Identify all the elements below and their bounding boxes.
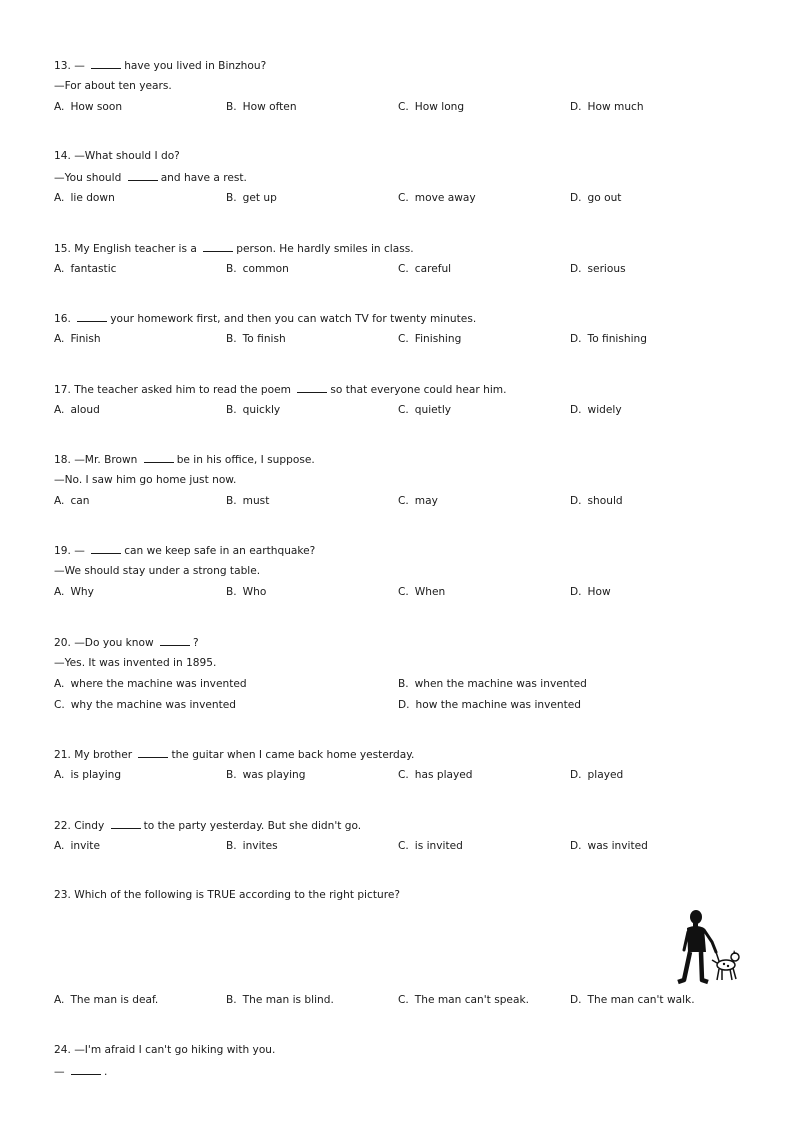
q20-stem: 20. —Do you know ? xyxy=(54,637,199,649)
q20-answer-line: —Yes. It was invented in 1895. xyxy=(54,657,217,669)
q16-option-d[interactable]: D. To finishing xyxy=(570,333,647,345)
answer-blank xyxy=(297,382,327,393)
q18-option-b[interactable]: B. must xyxy=(226,495,270,507)
q18-stem: 18. —Mr. Brown be in his office, I suppose. xyxy=(54,454,315,466)
q18-answer-line: —No. I saw him go home just now. xyxy=(54,474,237,486)
q14-option-c[interactable]: C. move away xyxy=(398,192,476,204)
q24-answer-line: — . xyxy=(54,1066,108,1078)
q19-option-d[interactable]: D. How xyxy=(570,586,611,598)
q15-option-a[interactable]: A. fantastic xyxy=(54,263,117,275)
q21-stem: 21. My brother the guitar when I came back home yesterday. xyxy=(54,749,415,761)
q14-stem: 14. —What should I do? xyxy=(54,150,180,162)
q20-option-b[interactable]: B. when the machine was invented xyxy=(398,678,587,690)
q19-option-a[interactable]: A. Why xyxy=(54,586,94,598)
answer-blank xyxy=(71,1064,101,1075)
q24-stem: 24. —I'm afraid I can't go hiking with you. xyxy=(54,1044,276,1056)
answer-blank xyxy=(128,170,158,181)
q23-option-d[interactable]: D. The man can't walk. xyxy=(570,994,695,1006)
q14-option-d[interactable]: D. go out xyxy=(570,192,622,204)
answer-blank xyxy=(91,543,121,554)
q18-option-a[interactable]: A. can xyxy=(54,495,90,507)
q13-option-a[interactable]: A. How soon xyxy=(54,101,123,113)
q15-stem: 15. My English teacher is a person. He hardly smiles in class. xyxy=(54,243,414,255)
answer-blank xyxy=(203,241,233,252)
answer-blank xyxy=(160,635,190,646)
answer-blank xyxy=(144,452,174,463)
q19-option-c[interactable]: C. When xyxy=(398,586,446,598)
q13-option-b[interactable]: B. How often xyxy=(226,101,297,113)
q17-stem: 17. The teacher asked him to read the poem so that everyone could hear him. xyxy=(54,384,507,396)
q16-option-b[interactable]: B. To finish xyxy=(226,333,286,345)
q22-option-b[interactable]: B. invites xyxy=(226,840,278,852)
q21-option-b[interactable]: B. was playing xyxy=(226,769,306,781)
q21-option-d[interactable]: D. played xyxy=(570,769,624,781)
q23-option-b[interactable]: B. The man is blind. xyxy=(226,994,334,1006)
q14-option-b[interactable]: B. get up xyxy=(226,192,277,204)
q19-option-b[interactable]: B. Who xyxy=(226,586,267,598)
q20-option-c[interactable]: C. why the machine was invented xyxy=(54,699,237,711)
q17-option-b[interactable]: B. quickly xyxy=(226,404,281,416)
q13-option-d[interactable]: D. How much xyxy=(570,101,644,113)
q19-answer-line: —We should stay under a strong table. xyxy=(54,565,261,577)
q14-option-a[interactable]: A. lie down xyxy=(54,192,115,204)
q22-option-d[interactable]: D. was invited xyxy=(570,840,648,852)
q23-option-a[interactable]: A. The man is deaf. xyxy=(54,994,159,1006)
q21-option-a[interactable]: A. is playing xyxy=(54,769,122,781)
q16-option-c[interactable]: C. Finishing xyxy=(398,333,462,345)
q18-option-c[interactable]: C. may xyxy=(398,495,438,507)
q20-option-a[interactable]: A. where the machine was invented xyxy=(54,678,247,690)
q16-stem: 16. your homework first, and then you can watch TV for twenty minutes. xyxy=(54,313,477,325)
q15-option-d[interactable]: D. serious xyxy=(570,263,626,275)
q13-stem: 13. — have you lived in Binzhou? xyxy=(54,60,267,72)
answer-blank xyxy=(138,747,168,758)
man-with-guide-dog-icon xyxy=(672,908,744,986)
answer-blank xyxy=(111,818,141,829)
q23-stem: 23. Which of the following is TRUE according to the right picture? xyxy=(54,889,400,901)
q22-option-c[interactable]: C. is invited xyxy=(398,840,463,852)
answer-blank xyxy=(91,58,121,69)
q20-option-d[interactable]: D. how the machine was invented xyxy=(398,699,582,711)
q23-option-c[interactable]: C. The man can't speak. xyxy=(398,994,529,1006)
q17-option-c[interactable]: C. quietly xyxy=(398,404,452,416)
q13-answer-line: —For about ten years. xyxy=(54,80,172,92)
q22-stem: 22. Cindy to the party yesterday. But she didn't go. xyxy=(54,820,362,832)
q22-option-a[interactable]: A. invite xyxy=(54,840,100,852)
q17-option-a[interactable]: A. aloud xyxy=(54,404,100,416)
answer-blank xyxy=(77,311,107,322)
q18-option-d[interactable]: D. should xyxy=(570,495,623,507)
q14-answer-line: —You should and have a rest. xyxy=(54,172,247,184)
q15-option-c[interactable]: C. careful xyxy=(398,263,452,275)
q17-option-d[interactable]: D. widely xyxy=(570,404,622,416)
q15-option-b[interactable]: B. common xyxy=(226,263,289,275)
q13-option-c[interactable]: C. How long xyxy=(398,101,465,113)
q21-option-c[interactable]: C. has played xyxy=(398,769,473,781)
q16-option-a[interactable]: A. Finish xyxy=(54,333,101,345)
q19-stem: 19. — can we keep safe in an earthquake? xyxy=(54,545,316,557)
